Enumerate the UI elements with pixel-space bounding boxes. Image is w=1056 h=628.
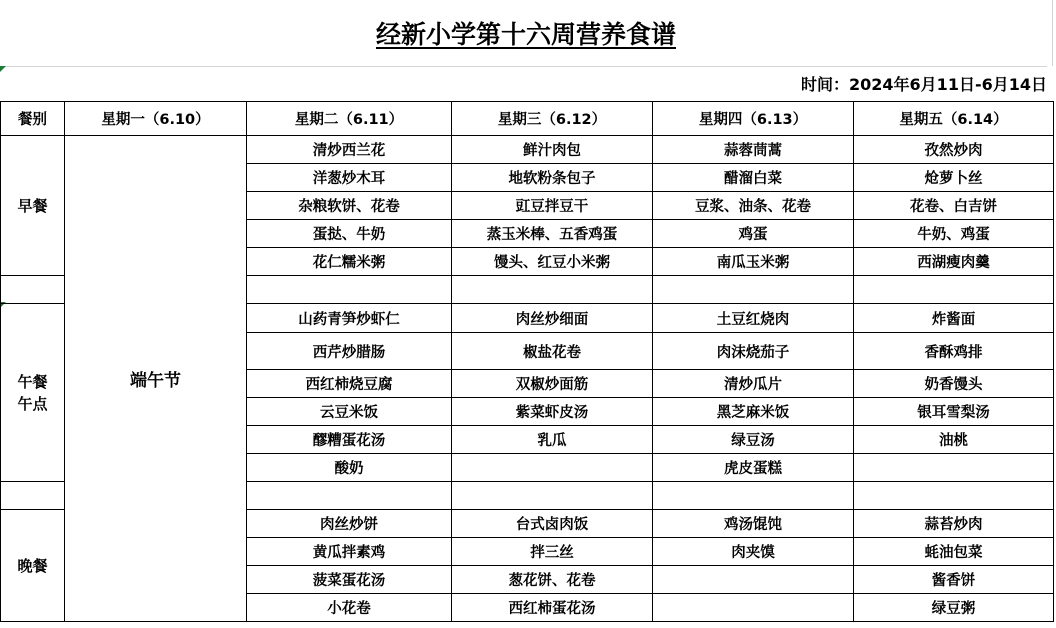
dish-cell: 豇豆拌豆干 [452, 192, 653, 220]
empty-cell [452, 276, 653, 304]
dish-cell: 清炒瓜片 [653, 370, 854, 398]
meal-label-lunch-line2: 午点 [17, 394, 48, 413]
holiday-cell: 端午节 [65, 136, 247, 622]
dish-cell: 虎皮蛋糕 [653, 454, 854, 482]
dish-cell: 小花卷 [247, 594, 452, 622]
dish-cell: 绿豆汤 [653, 426, 854, 454]
dish-cell: 鲜汁肉包 [452, 136, 653, 164]
dish-cell: 奶香馒头 [854, 370, 1054, 398]
empty-cell [854, 482, 1054, 510]
empty-cell [653, 482, 854, 510]
dish-cell: 醪糟蛋花汤 [247, 426, 452, 454]
header-meal-type: 餐别 [1, 102, 65, 136]
dish-cell: 银耳雪梨汤 [854, 398, 1054, 426]
dish-cell: 土豆红烧肉 [653, 304, 854, 333]
dish-cell: 花卷、白吉饼 [854, 192, 1054, 220]
header-day-4: 星期四（6.13） [653, 102, 854, 136]
dish-cell [854, 454, 1054, 482]
meal-label-breakfast: 早餐 [1, 136, 65, 276]
dish-cell: 肉沫烧茄子 [653, 333, 854, 370]
dish-cell: 炸酱面 [854, 304, 1054, 333]
table-row [1, 136, 1054, 164]
dish-cell: 地软粉条包子 [452, 164, 653, 192]
dish-cell: 豆浆、油条、花卷 [653, 192, 854, 220]
dish-cell [452, 454, 653, 482]
dish-cell: 菠菜蛋花汤 [247, 566, 452, 594]
meal-label-lunch [1, 304, 65, 482]
dish-cell: 肉丝炒细面 [452, 304, 653, 333]
dish-cell: 酱香饼 [854, 566, 1054, 594]
meal-label-dinner: 晚餐 [1, 510, 65, 622]
header-day-1: 星期一（6.10） [65, 102, 247, 136]
dish-cell: 黄瓜拌素鸡 [247, 538, 452, 566]
dish-cell: 花仁糯米粥 [247, 248, 452, 276]
dish-cell: 南瓜玉米粥 [653, 248, 854, 276]
comment-indicator-icon [0, 66, 6, 72]
dish-cell: 椒盐花卷 [452, 333, 653, 370]
dish-cell: 乳瓜 [452, 426, 653, 454]
empty-cell [247, 482, 452, 510]
dish-cell: 炝萝卜丝 [854, 164, 1054, 192]
dish-cell: 西红柿蛋花汤 [452, 594, 653, 622]
dish-cell: 双椒炒面筋 [452, 370, 653, 398]
dish-cell: 清炒西兰花 [247, 136, 452, 164]
dish-cell: 香酥鸡排 [854, 333, 1054, 370]
dish-cell: 杂粮软饼、花卷 [247, 192, 452, 220]
empty-cell [1, 276, 65, 304]
empty-cell [452, 482, 653, 510]
dish-cell: 西红柿烧豆腐 [247, 370, 452, 398]
dish-cell [653, 594, 854, 622]
dish-cell: 蒜苔炒肉 [854, 510, 1054, 538]
dish-cell: 蒸玉米棒、五香鸡蛋 [452, 220, 653, 248]
dish-cell: 肉丝炒饼 [247, 510, 452, 538]
menu-title: 经新小学第十六周营养食谱 [0, 0, 1053, 66]
dish-cell: 绿豆粥 [854, 594, 1054, 622]
dish-cell: 西芹炒腊肠 [247, 333, 452, 370]
dish-cell: 蛋挞、牛奶 [247, 220, 452, 248]
header-day-5: 星期五（6.14） [854, 102, 1054, 136]
dish-cell: 云豆米饭 [247, 398, 452, 426]
dish-cell: 紫菜虾皮汤 [452, 398, 653, 426]
empty-cell [653, 276, 854, 304]
dish-cell: 馒头、红豆小米粥 [452, 248, 653, 276]
dish-cell: 洋葱炒木耳 [247, 164, 452, 192]
dish-cell: 醋溜白菜 [653, 164, 854, 192]
dish-cell: 葱花饼、花卷 [452, 566, 653, 594]
dish-cell: 蚝油包菜 [854, 538, 1054, 566]
dish-cell: 台式卤肉饭 [452, 510, 653, 538]
dish-cell: 牛奶、鸡蛋 [854, 220, 1054, 248]
dish-cell: 酸奶 [247, 454, 452, 482]
dish-cell: 鸡蛋 [653, 220, 854, 248]
menu-table [0, 101, 1054, 622]
empty-cell [1, 482, 65, 510]
dish-cell: 肉夹馍 [653, 538, 854, 566]
dish-cell: 鸡汤馄饨 [653, 510, 854, 538]
date-range: 时间：2024年6月11日-6月14日 [0, 66, 1047, 103]
empty-cell [854, 276, 1054, 304]
meal-label-lunch-line1: 午餐 [17, 372, 48, 391]
dish-cell [653, 566, 854, 594]
dish-cell: 孜然炒肉 [854, 136, 1054, 164]
dish-cell: 山药青笋炒虾仁 [247, 304, 452, 333]
header-row [1, 102, 1054, 136]
dish-cell: 拌三丝 [452, 538, 653, 566]
dish-cell: 油桃 [854, 426, 1054, 454]
dish-cell: 西湖瘦肉羹 [854, 248, 1054, 276]
menu-table-body [1, 102, 1054, 622]
header-day-3: 星期三（6.12） [452, 102, 653, 136]
header-day-2: 星期二（6.11） [247, 102, 452, 136]
dish-cell: 蒜蓉茼蒿 [653, 136, 854, 164]
empty-cell [247, 276, 452, 304]
dish-cell: 黑芝麻米饭 [653, 398, 854, 426]
